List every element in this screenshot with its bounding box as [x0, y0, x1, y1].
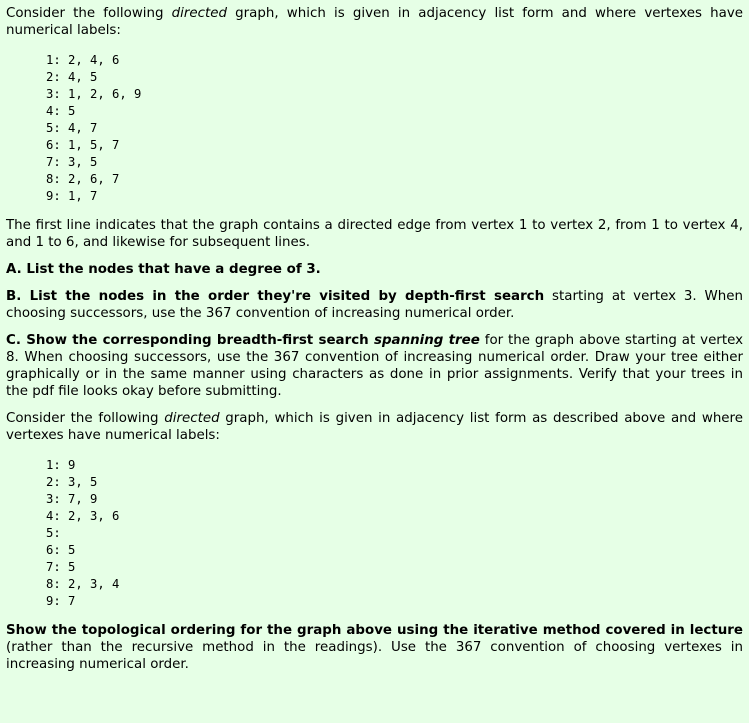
adjacency-line: 7: 3, 5: [46, 155, 98, 169]
problem2-question-text: (rather than the recursive method in the readings). Use the 367 convention of choosing vertexes in increasing numerical order.: [6, 640, 743, 672]
problem1-intro-emphasis: directed: [171, 6, 227, 21]
problem2-intro-text: Consider the following: [6, 411, 165, 426]
question-b: [6, 288, 743, 322]
adjacency-line: 8: 2, 3, 4: [46, 577, 120, 591]
question-c-bold-emphasis: spanning tree: [373, 333, 480, 348]
problem2-intro-emphasis: directed: [164, 411, 220, 426]
question-a-text: A. List the nodes that have a degree of 3.: [6, 262, 321, 277]
problem2-question: [6, 622, 743, 673]
adjacency-line: 6: 1, 5, 7: [46, 138, 120, 152]
question-c: [6, 332, 743, 400]
problem1-adjacency-list: [6, 52, 743, 205]
adjacency-line: 5:: [46, 526, 61, 540]
adjacency-line: 7: 5: [46, 560, 76, 574]
problem2-adjacency-list: [6, 457, 743, 610]
problem2-intro-text-rest: graph, which is given in adjacency list form as described above and where vertexes have numerical labels:: [6, 411, 743, 443]
adjacency-line: 9: 7: [46, 594, 76, 608]
adjacency-line: 2: 3, 5: [46, 475, 98, 489]
adjacency-line: 1: 9: [46, 458, 76, 472]
adjacency-line: 9: 1, 7: [46, 189, 98, 203]
question-b-bold: B. List the nodes in the order they're visited by depth-first search: [6, 289, 545, 304]
adjacency-line: 2: 4, 5: [46, 70, 98, 84]
problem1-intro-text: Consider the following: [6, 6, 172, 21]
problem2-question-bold: Show the topological ordering for the graph above using the iterative method covered in lecture: [6, 623, 743, 638]
question-c-text: for the graph above starting at vertex 8. When choosing successors, use the 367 convention of increasing numerical order. Draw your tree either graphically or in the same manner using characters as done in prior assignments. Verify that your trees in the pdf file looks okay before submitting.: [6, 333, 743, 399]
question-a: [6, 261, 743, 278]
problem1-intro: [6, 5, 743, 39]
adjacency-line: 3: 7, 9: [46, 492, 98, 506]
adjacency-line: 8: 2, 6, 7: [46, 172, 120, 186]
adjacency-line: 1: 2, 4, 6: [46, 53, 120, 67]
adjacency-line: 6: 5: [46, 543, 76, 557]
problem1-intro-text-rest: graph, which is given in adjacency list form and where vertexes have numerical labels:: [6, 6, 744, 38]
adjacency-line: 4: 2, 3, 6: [46, 509, 120, 523]
question-b-text: starting at vertex 3. When choosing successors, use the 367 convention of increasing numerical order.: [6, 289, 743, 321]
adjacency-line: 4: 5: [46, 104, 76, 118]
problem2-intro: [6, 410, 743, 444]
adjacency-line: 5: 4, 7: [46, 121, 98, 135]
problem1-explanation: The first line indicates that the graph contains a directed edge from vertex 1 to vertex 2, from 1 to vertex 4, and 1 to 6, and likewise for subsequent lines.: [6, 218, 743, 250]
adjacency-line: 3: 1, 2, 6, 9: [46, 87, 142, 101]
question-c-bold: C. Show the corresponding breadth-first search: [6, 333, 374, 348]
